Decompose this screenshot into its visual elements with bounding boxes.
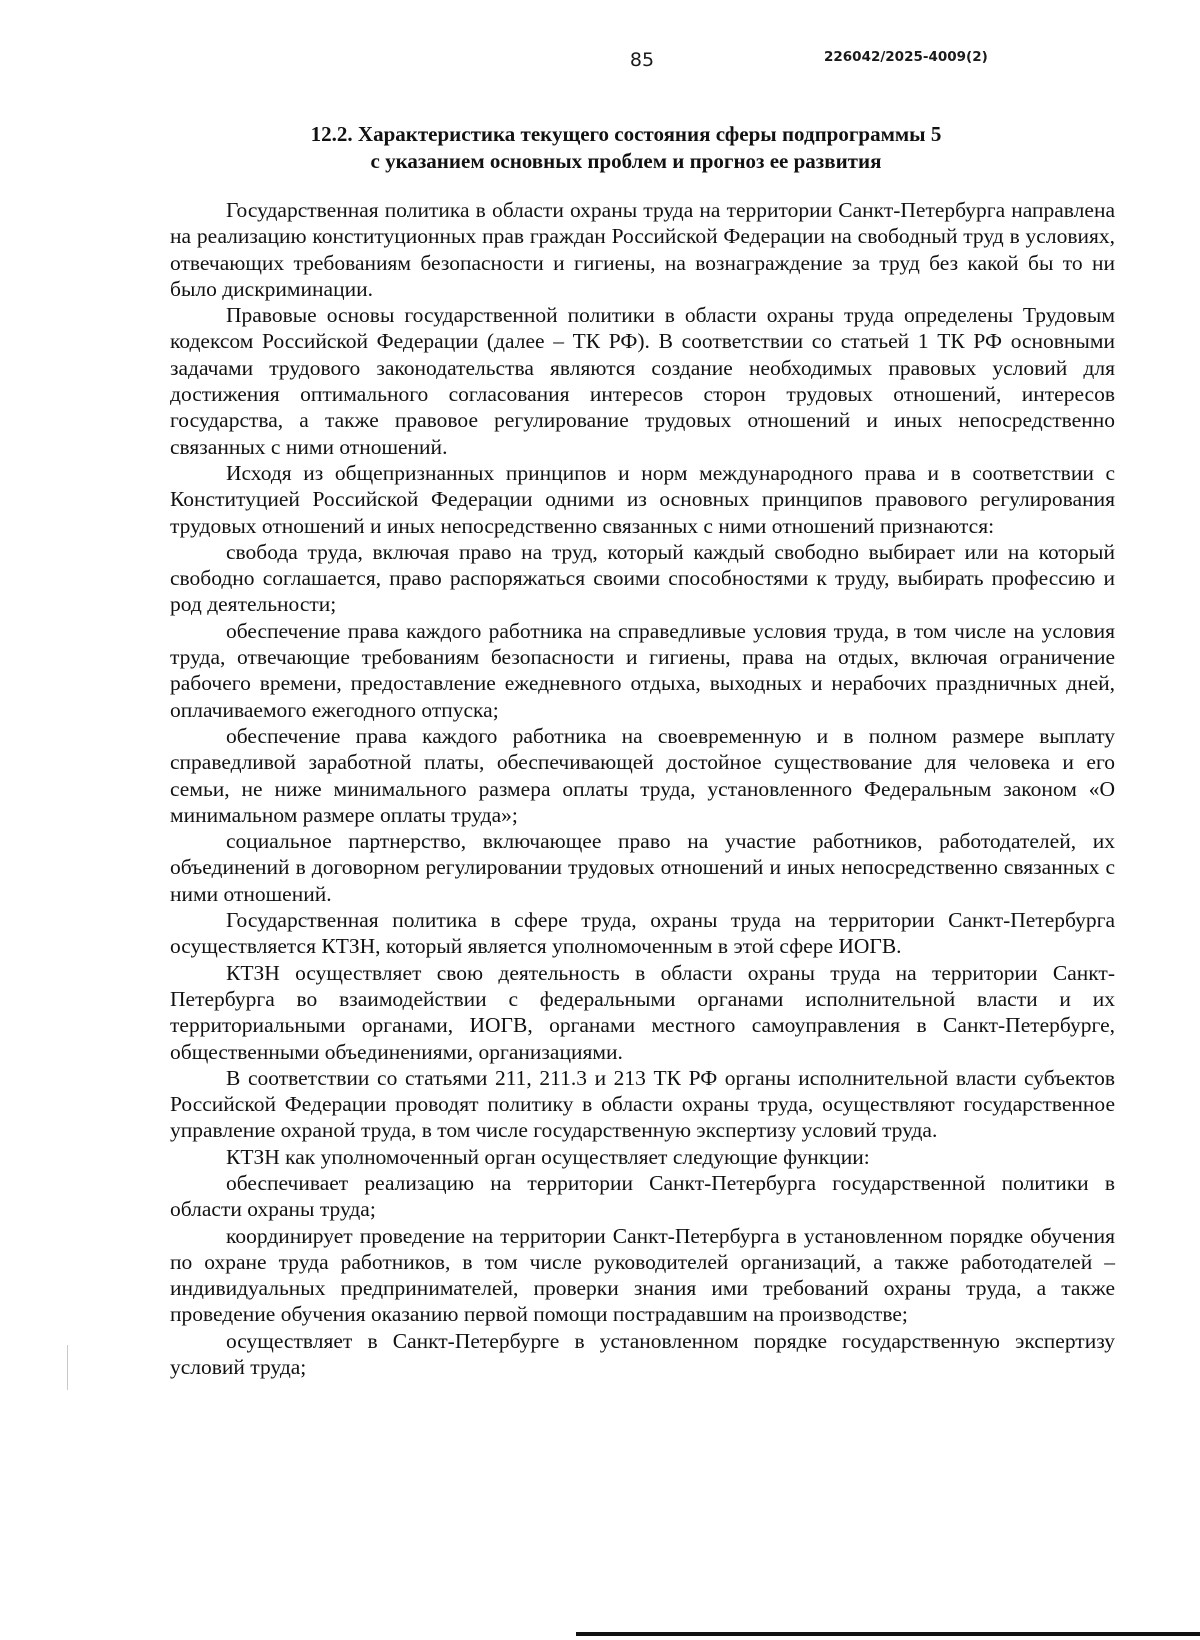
scan-margin-mark (67, 1345, 68, 1390)
paragraph-principles-intro: Исходя из общепризнанных принципов и норм международного права и в соответствии с Конституцией Российской Федерации одними из основных принципов правового регулирования трудовых отношений и иных непосредственно связанных с ними отношений признаются: (170, 460, 1115, 538)
paragraph-ktzn-authority: Государственная политика в сфере труда, охраны труда на территории Санкт-Петербурга осуществляется КТЗН, который является уполномоченным в этой сфере ИОГВ. (170, 908, 1115, 959)
section-heading-line-1: 12.2. Характеристика текущего состояния сферы подпрограммы 5 (310, 122, 942, 146)
paragraph-ktzn-functions-intro: КТЗН как уполномоченный орган осуществляет следующие функции: (226, 1144, 870, 1169)
paragraph-state-policy: Государственная политика в области охраны труда на территории Санкт-Петербурга направлена на реализацию конституционных прав граждан Российской Федерации на свободный труд в условиях, отвечающих требованиям безопасности и гигиены, на вознаграждение за труд без какой бы то ни было дискриминации. (170, 198, 1115, 301)
section-heading (176, 121, 1076, 175)
list-item-fair-wages: обеспечение права каждого работника на своевременную и в полном размере выплату справедливой заработной платы, обеспечивающей достойное существование для человека и его семьи, не ниже минимального размера оплаты труда, установленного Федеральным законом «О минимальном размере оплаты труда»; (170, 723, 1115, 827)
bottom-scan-edge (576, 1632, 1200, 1636)
section-heading-line-2: с указанием основных проблем и прогноз ее развития (370, 149, 882, 173)
list-item-policy-implementation: обеспечивает реализацию на территории Санкт-Петербурга государственной политики в области охраны труда; (170, 1170, 1115, 1222)
list-item-freedom-of-labor: свобода труда, включая право на труд, который каждый свободно выбирает или на который свободно соглашается, право распоряжаться своими способностями к труду, выбирать профессию и род деятельности; (170, 539, 1115, 617)
list-item-expert-review: осуществляет в Санкт-Петербурге в установленном порядке государственную экспертизу условий труда; (170, 1328, 1115, 1380)
list-item-social-partnership: социальное партнерство, включающее право на участие работников, работодателей, их объединений в договорном регулировании трудовых отношений и иных непосредственно связанных с ними отношений. (170, 829, 1115, 906)
paragraph-ktzn-cooperation: КТЗН осуществляет свою деятельность в области охраны труда на территории Санкт-Петербурга во взаимодействии с федеральными органами исполнительной власти и их территориальными органами, ИОГВ, органами местного самоуправления в Санкт-Петербурге, общественными объединениями, организациями. (170, 960, 1115, 1064)
paragraph-labor-code-articles: В соответствии со статьями 211, 211.3 и 213 ТК РФ органы исполнительной власти субъектов Российской Федерации проводят политику в области охраны труда, осуществляют государственное управление охраной труда, в том числе государственную экспертизу условий труда. (170, 1065, 1115, 1143)
page-number: 85 (629, 49, 655, 71)
document-body (170, 197, 1115, 1380)
document-registration-code: 226042/2025-4009(2) (824, 49, 988, 65)
list-item-fair-conditions: обеспечение права каждого работника на справедливые условия труда, в том числе на условия труда, отвечающие требованиям безопасности и гигиены, права на отдых, включая ограничение рабочего времени, предоставление ежедневного отдыха, выходных и нерабочих праздничных дней, оплачиваемого ежегодного отпуска; (170, 618, 1115, 722)
list-item-training-coordination: координирует проведение на территории Санкт-Петербурга в установленном порядке обучения по охране труда работников, в том числе руководителей организаций, а также работодателей – индивидуальных предпринимателей, проверки знания ими требований охраны труда, а также проведение обучения оказанию первой помощи пострадавшим на производстве; (170, 1223, 1115, 1327)
paragraph-legal-basis: Правовые основы государственной политики в области охраны труда определены Трудовым кодексом Российской Федерации (далее – ТК РФ). В соответствии со статьей 1 ТК РФ основными задачами трудового законодательства являются создание необходимых правовых условий для достижения оптимального согласования интересов сторон трудовых отношений, интересов государства, а также правовое регулирование трудовых отношений и иных непосредственно связанных с ними отношений. (170, 303, 1115, 459)
